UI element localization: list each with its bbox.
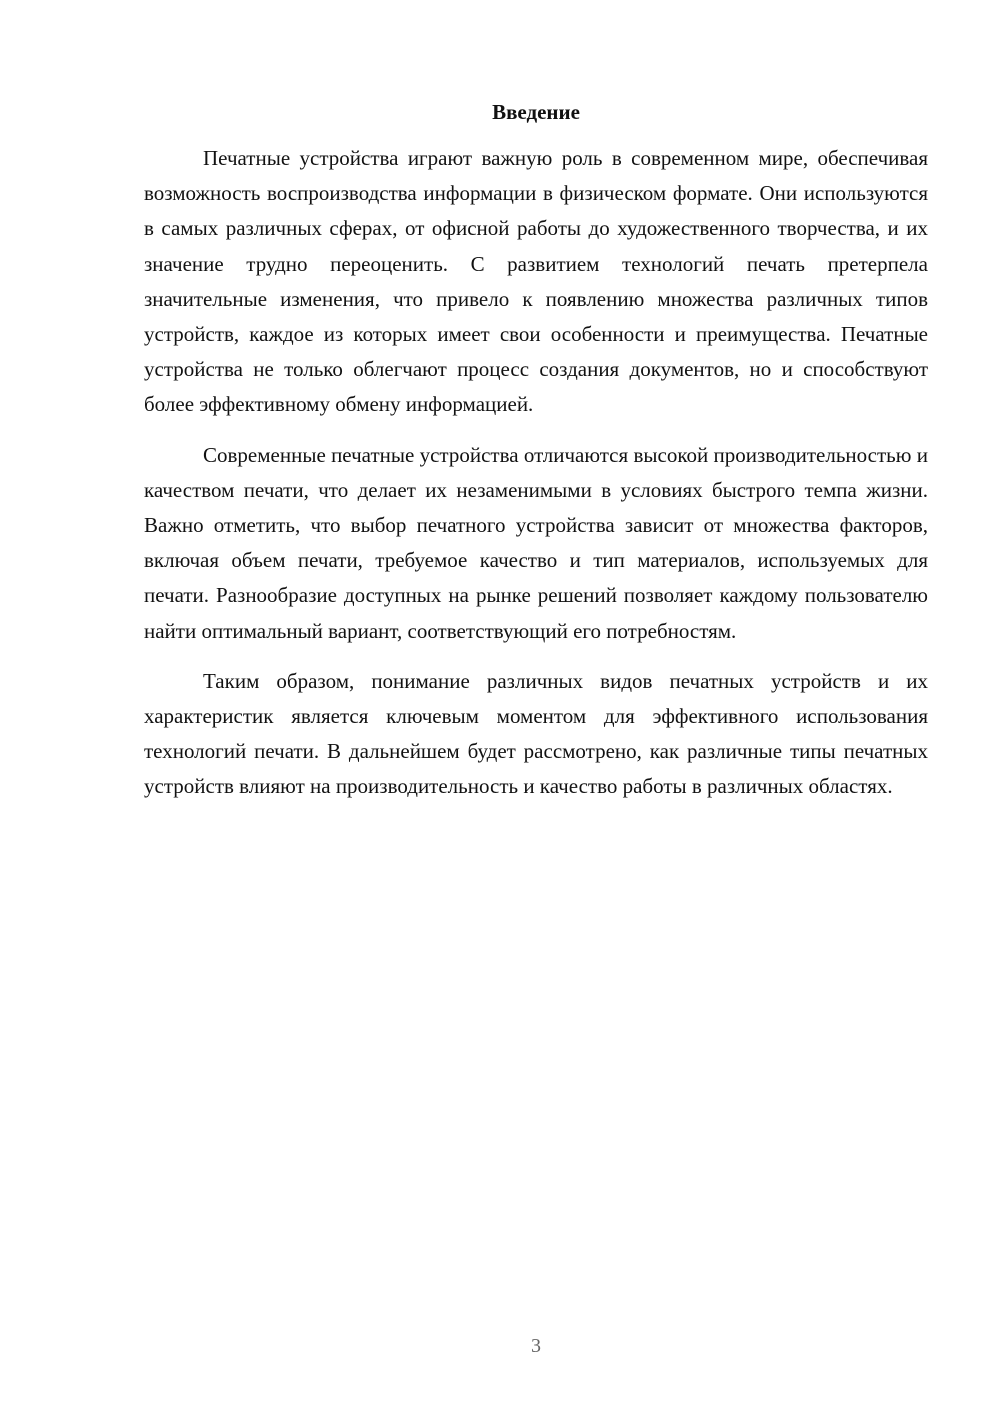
page-number: 3 — [531, 1335, 541, 1357]
document-content — [144, 96, 928, 805]
section-title: Введение — [492, 100, 580, 124]
paragraph-3: Таким образом, понимание различных видов печатных устройств и их характеристик является ключевым моментом для эффективного использования технологий печати. В дальнейшем будет рассмотрено, как различные типы печатных устройств влияют на производительность и качество работы в различных областях. — [144, 668, 928, 799]
paragraph-2: Современные печатные устройства отличаются высокой производительностью и качеством печати, что делает их незаменимыми в условиях быстрого темпа жизни. Важно отметить, что выбор печатного устройства зависит от множества факторов, включая объем печати, требуемое качество и тип материалов, используемых для печати. Разнообразие доступных на рынке решений позволяет каждому пользователю найти оптимальный вариант, соответствующий его потребностям. — [144, 442, 928, 643]
paragraph-1: Печатные устройства играют важную роль в современном мире, обеспечивая возможность воспроизводства информации в физическом формате. Они используются в самых различных сферах, от офисной работы до художественного творчества, и их значение трудно переоценить. С развитием технологий печать претерпела значительные изменения, что привело к появлению множества различных типов устройств, каждое из которых имеет свои особенности и преимущества. Печатные устройства не только облегчают процесс создания документов, но и способствуют более эффективному обмену информацией. — [144, 146, 928, 417]
